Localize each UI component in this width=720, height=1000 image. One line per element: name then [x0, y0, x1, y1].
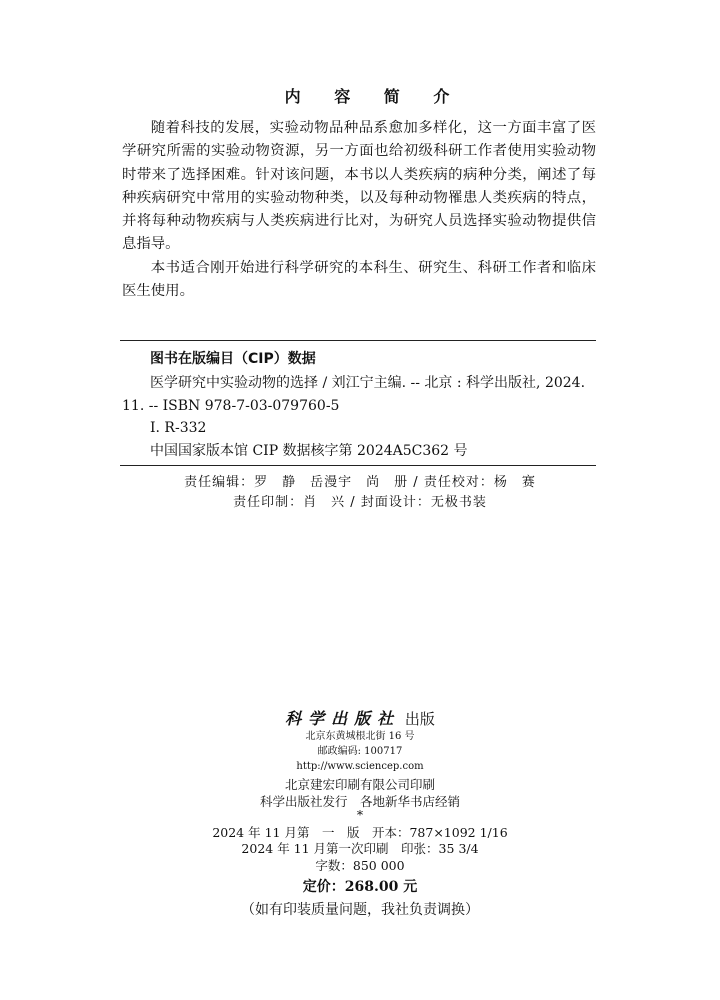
word-count: 字数：850 000	[315, 858, 405, 873]
editor-credits: 责任编辑：罗 静 岳漫宇 尚 册 / 责任校对：杨 赛	[184, 475, 536, 490]
summary-heading: 内 容 简 介	[284, 87, 464, 106]
printer: 北京建宏印刷有限公司印刷	[284, 777, 435, 792]
printing-info: 2024 年 11 月第一次印刷 印张：35 3/4	[241, 841, 479, 856]
cip-record-number: 中国国家版本馆 CIP 数据核字第 2024A5C362 号	[150, 443, 468, 459]
edition-info: 2024 年 11 月第 一 版 开本：787×1092 1/16	[212, 825, 508, 840]
separator-star: *	[356, 807, 364, 822]
quality-note: （如有印装质量问题，我社负责调换）	[241, 902, 479, 918]
publisher-website: http://www.sciencep.com	[296, 761, 424, 772]
publisher-logotype: 科学出版社	[285, 709, 401, 728]
cip-classification: Ⅰ. R-332	[150, 420, 207, 436]
price: 定价：268.00 元	[302, 879, 418, 895]
publisher-postcode: 邮政编码: 100717	[317, 746, 403, 757]
summary-text	[122, 117, 596, 303]
summary-paragraph: 本书适合刚开始进行科学研究的本科生、研究生、科研工作者和临床医生使用。	[122, 259, 596, 300]
publisher-suffix: 出版	[404, 710, 435, 728]
distribution: 科学出版社发行 各地新华书店经销	[259, 794, 460, 809]
publisher-line	[0, 706, 720, 729]
publisher-address: 北京东黄城根北街 16 号	[305, 731, 415, 742]
summary-paragraph: 随着科技的发展，实验动物品种品系愈加多样化，这一方面丰富了医学研究所需的实验动物资源，另一方面也给初级科研工作者使用实验动物时带来了选择困难。针对该问题，本书以人类疾病的病种分类，阐述了每种疾病研究中常用的实验动物种类，以及每种动物罹患人类疾病的特点，并将每种动物疾病与人类疾病进行比对，为研究人员选择实验动物提供信息指导。	[122, 120, 596, 253]
cip-top-rule	[120, 340, 596, 341]
cip-bottom-rule	[120, 465, 596, 466]
cip-heading: 图书在版编目（CIP）数据	[150, 351, 316, 367]
cip-entry: 医学研究中实验动物的选择 / 刘江宁主编. -- 北京 : 科学出版社, 2024. 11. -- ISBN 978-7-03-079760-5	[122, 375, 586, 414]
production-credits: 责任印制：肖 兴 / 封面设计：无极书装	[233, 495, 487, 510]
